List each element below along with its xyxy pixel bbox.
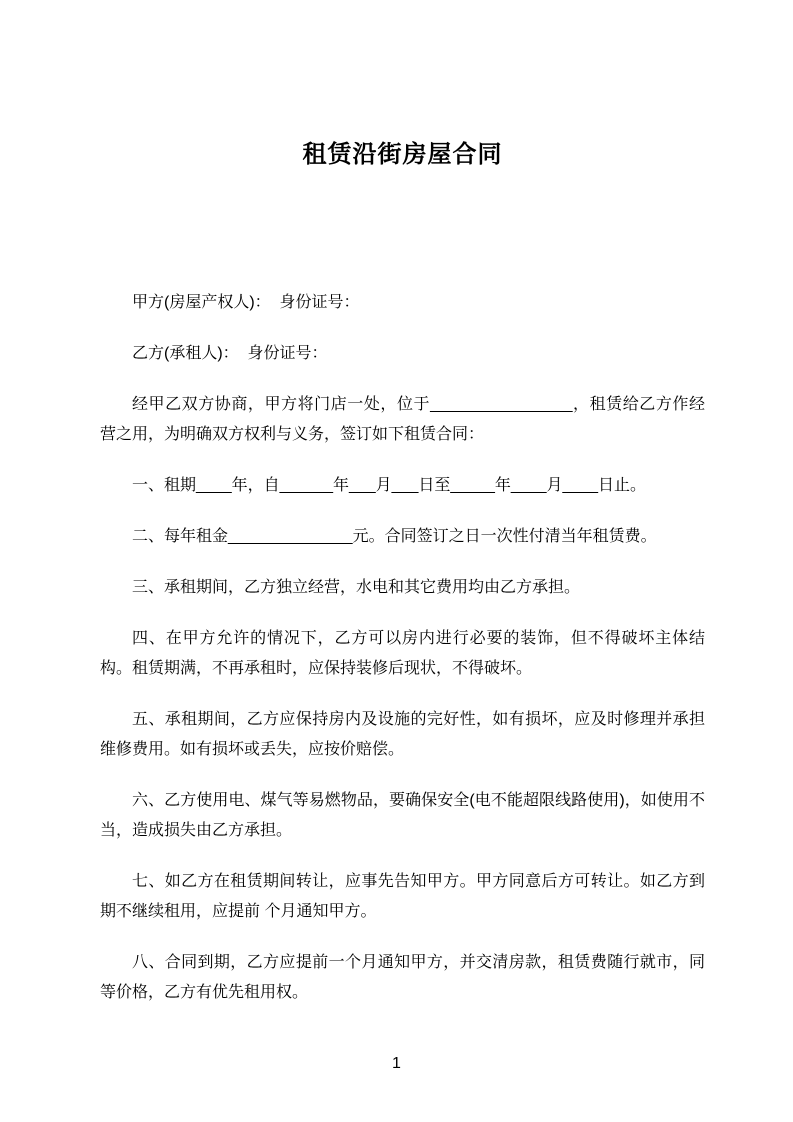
paragraph-clause-3: 三、承租期间，乙方独立经营，水电和其它费用均由乙方承担。 — [132, 579, 581, 596]
paragraph-clause-8: 八、合同到期，乙方应提前一个月通知甲方，并交清房款，租赁费随行就市，同等价格，乙方有优先租用权。 — [100, 954, 705, 1001]
paragraph-clause-6: 六、乙方使用电、煤气等易燃物品，要确保安全(电不能超限线路使用)，如使用不当，造成损失由乙方承担。 — [100, 792, 705, 839]
paragraph-party-b: 乙方(承租人)： 身份证号： — [132, 345, 328, 362]
paragraph-party-a: 甲方(房屋产权人)： 身份证号： — [132, 294, 360, 311]
page-number: 1 — [392, 1055, 401, 1072]
paragraph-preamble: 经甲乙双方协商，甲方将门店一处，位于________________，租赁给乙方作经营之用，为明确双方权利与义务，签订如下租赁合同： — [100, 396, 705, 443]
document-title: 租赁沿街房屋合同 — [302, 141, 503, 168]
paragraph-clause-7: 七、如乙方在租赁期间转让，应事先告知甲方。甲方同意后方可转让。如乙方到期不继续租用，应提前 个月通知甲方。 — [100, 873, 705, 920]
paragraph-clause-5: 五、承租期间，乙方应保持房内及设施的完好性，如有损坏，应及时修理并承担维修费用。如有损坏或丢失，应按价赔偿。 — [100, 711, 705, 758]
paragraph-clause-1: 一、租期____年，自______年___月___日至_____年____月____日止。 — [132, 477, 647, 494]
paragraph-clause-2: 二、每年租金______________元。合同签订之日一次性付清当年租赁费。 — [132, 528, 657, 545]
paragraph-clause-4: 四、在甲方允许的情况下，乙方可以房内进行必要的装饰，但不得破坏主体结构。租赁期满，不再承租时，应保持装修后现状，不得破坏。 — [100, 630, 705, 677]
